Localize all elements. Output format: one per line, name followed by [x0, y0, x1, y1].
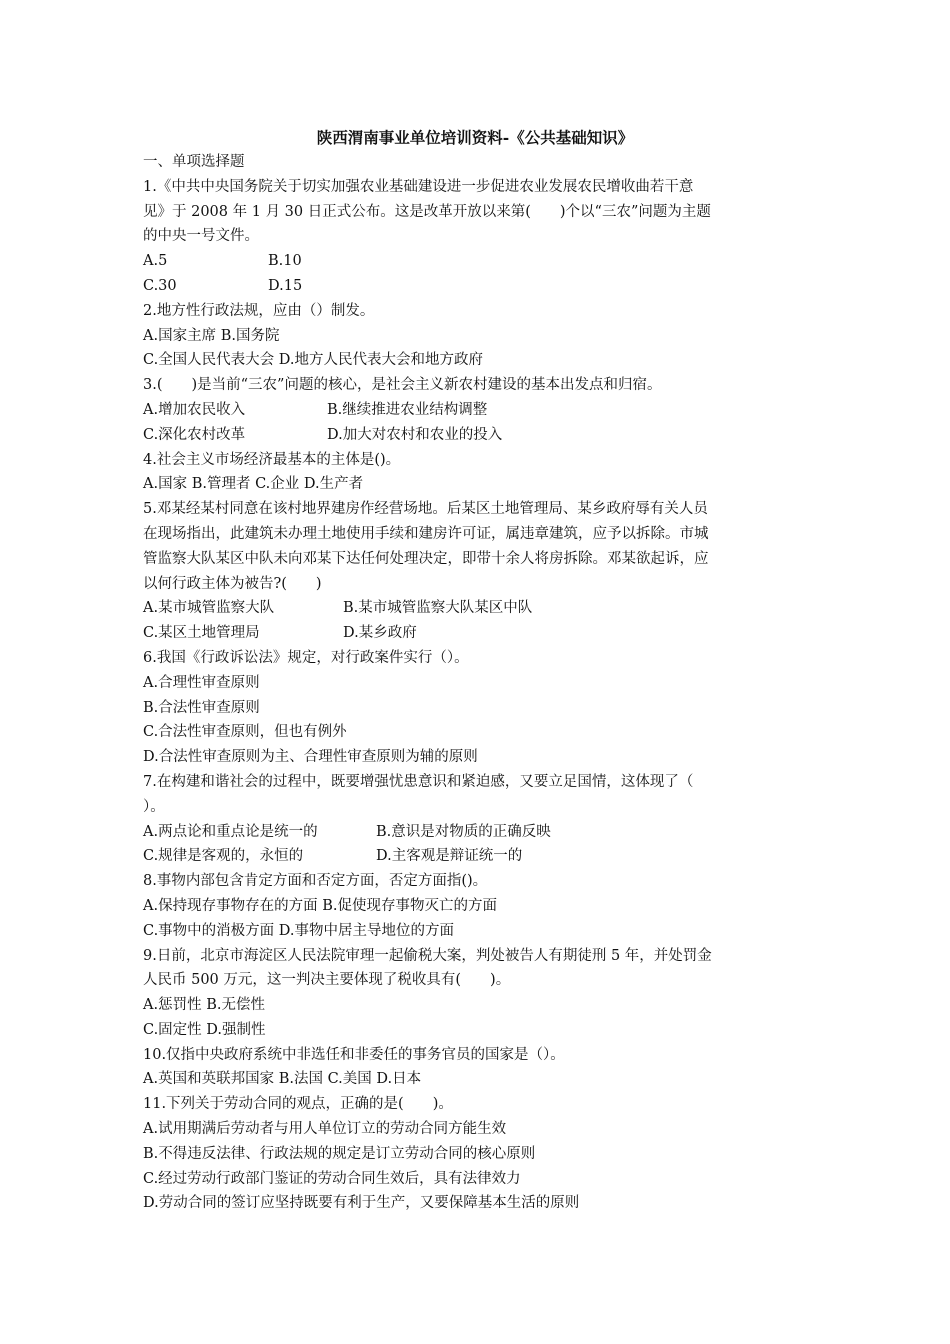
question-2-options-cd: C.全国人民代表大会 D.地方人民代表大会和地方政府 — [143, 352, 484, 369]
question-1-line-1: 1.《中共中央国务院关于切实加强农业基础建设进一步促进农业发展农民增收曲若干意 — [143, 178, 694, 195]
question-1-option-b: B.10 — [268, 253, 302, 270]
question-5-line-3: 管监察大队某区中队未向邓某下达任何处理决定，即带十余人将房拆除。邓某欲起诉，应 — [143, 550, 709, 567]
document-title: 陕西渭南事业单位培训资料-《公共基础知识》 — [316, 128, 634, 147]
question-3-option-a: A.增加农民收入 — [143, 401, 246, 418]
question-5-line-1: 5.邓某经某村同意在该村地界建房作经营场地。后某区土地管理局、某乡政府辱有关人员 — [143, 501, 708, 518]
question-7-line-2: ）。 — [143, 798, 165, 815]
question-1-option-c: C.30 — [143, 277, 177, 294]
question-2-stem: 2.地方性行政法规，应由（）制发。 — [143, 302, 375, 319]
question-2-options-ab: A.国家主席 B.国务院 — [143, 327, 280, 344]
question-4-options: A.国家 B.管理者 C.企业 D.生产者 — [143, 476, 364, 493]
question-3-option-d: D.加大对农村和农业的投入 — [327, 426, 503, 443]
question-3-stem: 3.( )是当前“三农”问题的核心，是社会主义新农村建设的基本出发点和归宿。 — [143, 377, 662, 394]
question-5-options-ab — [143, 596, 808, 621]
question-1-options-ab — [143, 249, 808, 274]
question-10-options: A.英国和英联邦国家 B.法国 C.美国 D.日本 — [143, 1071, 422, 1088]
question-8-options-cd: C.事物中的消极方面 D.事物中居主导地位的方面 — [143, 922, 455, 939]
question-6-option-a: A.合理性审查原则 — [143, 674, 260, 691]
question-7-options-cd — [143, 844, 808, 869]
question-5-option-b: B.某市城管监察大队某区中队 — [343, 600, 533, 617]
question-11-option-c: C.经过劳动行政部门鉴证的劳动合同生效后，具有法律效力 — [143, 1170, 521, 1187]
question-7-options-ab — [143, 820, 808, 845]
question-7-option-b: B.意识是对物质的正确反映 — [376, 823, 551, 840]
question-3-options-ab — [143, 398, 808, 423]
question-5-options-cd — [143, 621, 808, 646]
question-3-option-b: B.继续推进农业结构调整 — [327, 401, 488, 418]
section-heading: 一、单项选择题 — [143, 154, 245, 170]
question-1-line-2: 见》于 2008 年 1 月 30 日正式公布。这是改革开放以来第( )个以“三农”问题为主题 — [143, 203, 711, 220]
question-1-option-a: A.5 — [143, 253, 168, 270]
question-8-options-ab: A.保持现存事物存在的方面 B.促使现存事物灭亡的方面 — [143, 897, 497, 914]
question-5-line-2: 在现场指出，此建筑未办理土地使用手续和建房许可证，属违章建筑，应予以拆除。市城 — [143, 525, 709, 542]
question-7-line-1: 7.在构建和谐社会的过程中，既要增强忧患意识和紧迫感，又要立足国情，这体现了（ — [143, 773, 694, 790]
question-9-line-2: 人民币 500 万元，这一判决主要体现了税收具有( )。 — [143, 972, 511, 989]
question-5-option-a: A.某市城管监察大队 — [143, 600, 275, 617]
question-10-stem: 10.仅指中央政府系统中非选任和非委任的事务官员的国家是（）。 — [143, 1046, 565, 1063]
question-8-stem: 8.事物内部包含肯定方面和否定方面，否定方面指()。 — [143, 873, 488, 890]
question-5-option-d: D.某乡政府 — [343, 625, 417, 642]
question-6-option-c: C.合法性审查原则，但也有例外 — [143, 724, 347, 741]
question-3-options-cd — [143, 423, 808, 448]
question-1-line-3: 的中央一号文件。 — [143, 228, 259, 245]
question-6-option-d: D.合法性审查原则为主、合理性审查原则为辅的原则 — [143, 749, 478, 766]
question-9-options-ab: A.惩罚性 B.无偿性 — [143, 997, 265, 1014]
question-5-option-c: C.某区土地管理局 — [143, 625, 260, 642]
document-body — [143, 150, 808, 1216]
question-11-option-b: B.不得违反法律、行政法规的规定是订立劳动合同的核心原则 — [143, 1145, 536, 1162]
question-7-option-d: D.主客观是辩证统一的 — [376, 848, 523, 865]
question-9-line-1: 9.日前，北京市海淀区人民法院审理一起偷税大案，判处被告人有期徒刑 5 年，并处罚金 — [143, 947, 712, 964]
question-4-stem: 4.社会主义市场经济最基本的主体是()。 — [143, 451, 401, 468]
question-11-stem: 11.下列关于劳动合同的观点，正确的是( )。 — [143, 1096, 453, 1113]
question-1-options-cd — [143, 274, 808, 299]
question-11-option-a: A.试用期满后劳动者与用人单位订立的劳动合同方能生效 — [143, 1121, 507, 1138]
question-7-option-c: C.规律是客观的，永恒的 — [143, 848, 304, 865]
question-9-options-cd: C.固定性 D.强制性 — [143, 1021, 266, 1038]
question-7-option-a: A.两点论和重点论是统一的 — [143, 823, 318, 840]
question-5-line-4: 以何行政主体为被告?( ) — [143, 575, 322, 592]
question-1-option-d: D.15 — [268, 277, 303, 294]
question-6-stem: 6.我国《行政诉讼法》规定，对行政案件实行（）。 — [143, 649, 469, 666]
question-6-option-b: B.合法性审查原则 — [143, 699, 260, 716]
question-11-option-d: D.劳动合同的签订应坚持既要有利于生产，又要保障基本生活的原则 — [143, 1195, 580, 1212]
question-3-option-c: C.深化农村改革 — [143, 426, 246, 443]
